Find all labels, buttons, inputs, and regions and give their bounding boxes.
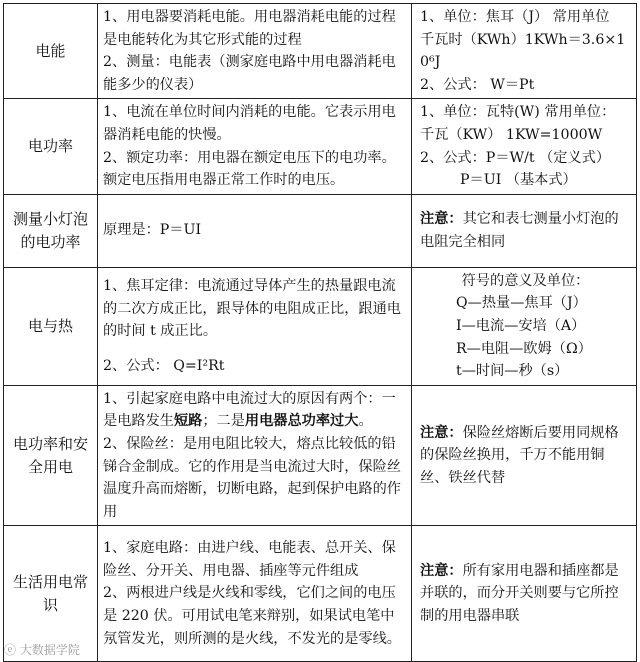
row-description: 1、家庭电路：由进户线、电能表、总开关、保险丝、分开关、用电器、插座等元件组成 2、两根进户线是火线和零线，它们之间的电压是 220 伏。可用试电笔来辩别，如果试电笔中氖管发光，则所测的是火线，不发光的是零线。 xyxy=(98,526,412,662)
note-label: 注意： xyxy=(420,211,463,228)
row-info: 注意：保险丝熔断后要用同规格的保险丝换用，千万不能用铜丝、铁丝代替 xyxy=(412,385,637,526)
table-row xyxy=(4,194,637,267)
table-row xyxy=(4,385,637,526)
row-topic: 电能 xyxy=(4,4,98,99)
row-description: 1、电流在单位时间内消耗的电能。它表示用电器消耗电能的快慢。 2、额定功率：用电器在额定电压下的电功率。额定电压指用电器正常工作时的电压。 xyxy=(98,99,412,194)
row-description: 1、引起家庭电路中电流过大的原因有两个：一是电路发生短路；二是用电器总功率过大。 2、保险丝：是用电阻比较大，熔点比较低的铅锑合金制成。它的作用是当电流过大时，保险丝温度升高而熔断，切断电路，起到保护电路的作用 xyxy=(98,385,412,526)
watermark: ⓔ 大数据学院 xyxy=(4,643,80,657)
row-description: 1、用电器要消耗电能。用电器消耗电能的过程是电能转化为其它形式能的过程 2、测量：电能表（测家庭电路中用电器消耗电能多少的仪表） xyxy=(98,4,412,99)
row-topic: 生活用电常识 xyxy=(4,526,98,662)
table-row xyxy=(4,4,637,99)
row-description: 1、焦耳定律：电流通过导体产生的热量跟电流的二次方成正比，跟导体的电阻成正比，跟通电的时间 t 成正比。 2、公式： Q=I²Rt xyxy=(98,267,412,385)
table-row xyxy=(4,267,637,385)
row-topic: 测量小灯泡的电功率 xyxy=(4,194,98,267)
table-row xyxy=(4,99,637,194)
row-info: 符号的意义及单位： Q—热量—焦耳（J） I—电流—安培（A） R—电阻—欧姆（Ω） t—时间—秒（s） xyxy=(412,267,637,385)
row-topic: 电与热 xyxy=(4,267,98,385)
row-topic: 电功率和安全用电 xyxy=(4,385,98,526)
row-info: 注意：其它和表七测量小灯泡的电阻完全相同 xyxy=(412,194,637,267)
note-label: 注意： xyxy=(420,562,463,579)
row-info: 1、单位：瓦特(W) 常用单位： 千瓦（KW） 1KW=1000W 2、公式：P＝W/t （定义式） P＝UI （基本式） xyxy=(412,99,637,194)
knowledge-table xyxy=(3,3,637,662)
note-label: 注意： xyxy=(420,424,463,441)
row-topic: 电功率 xyxy=(4,99,98,194)
row-description: 原理是：P＝UI xyxy=(98,194,412,267)
table-row xyxy=(4,526,637,662)
row-info: 1、单位：焦耳（J） 常用单位 千瓦时（KWh）1KWh＝3.6×10⁶J 2、公式： W＝Pt xyxy=(412,4,637,99)
row-info: 注意：所有家用电器和插座都是并联的，而分开关则要与它所控制的用电器串联 xyxy=(412,526,637,662)
